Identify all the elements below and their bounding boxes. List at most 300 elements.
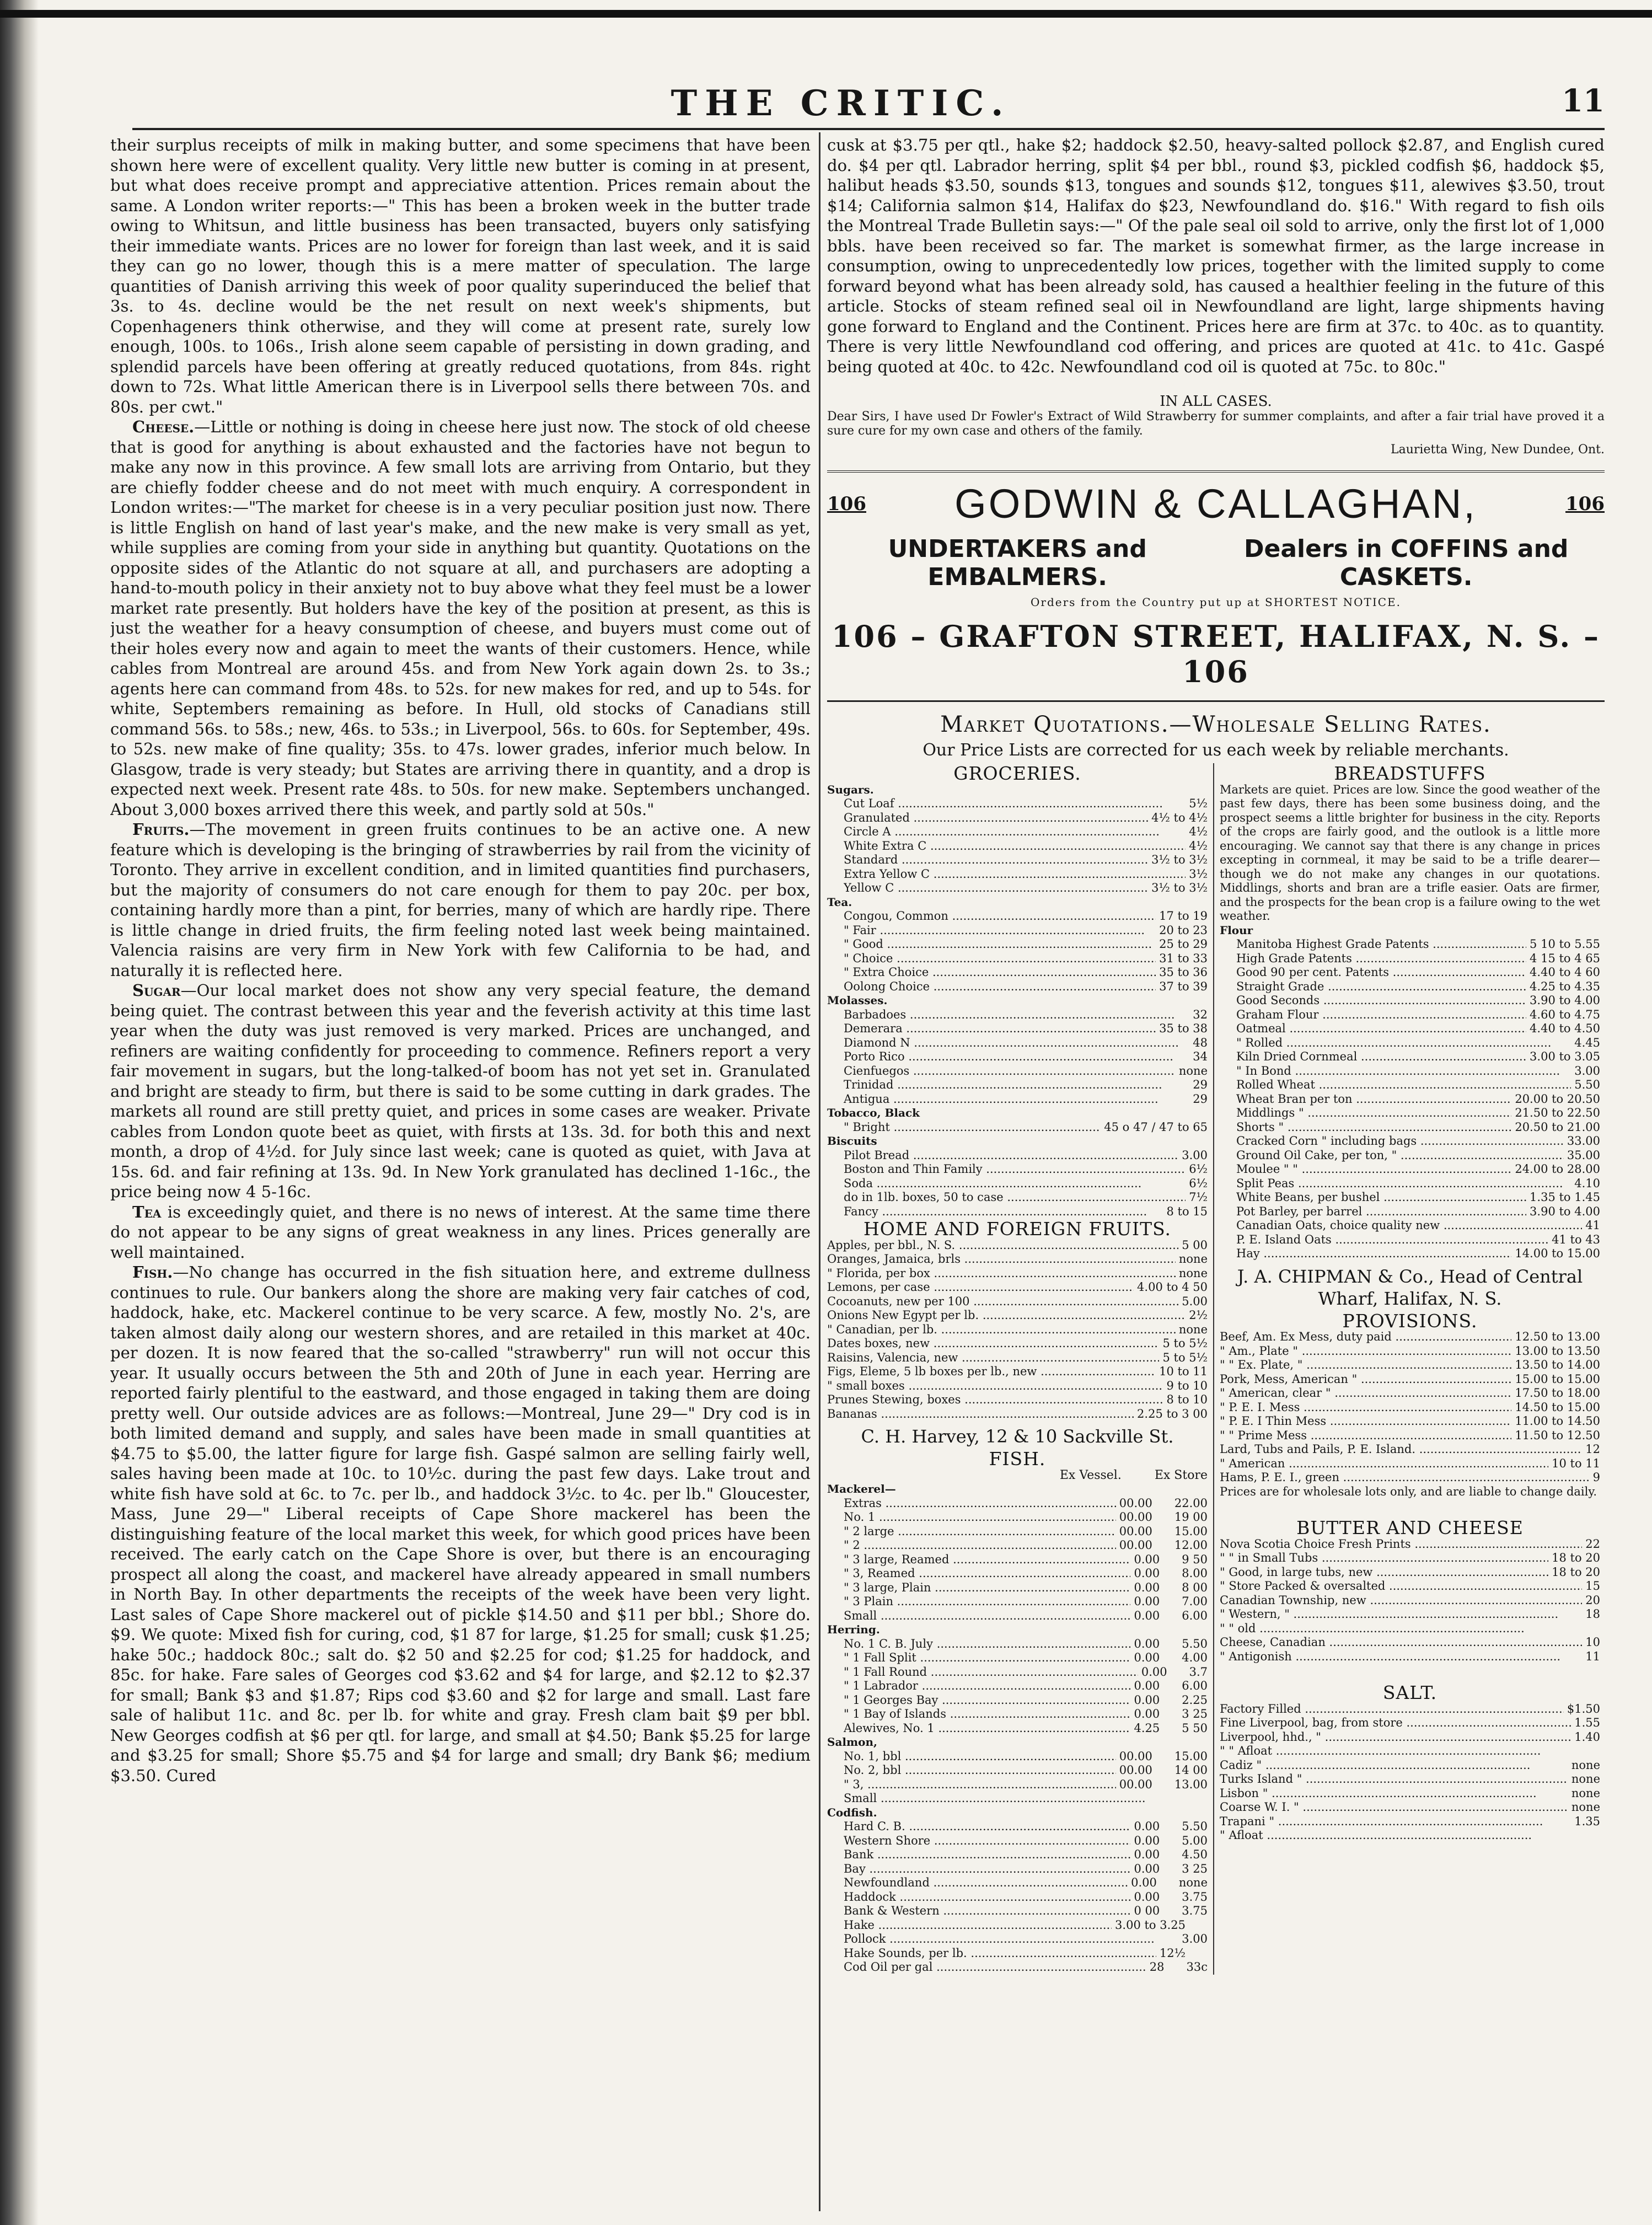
price-value: 37 to 39 xyxy=(1159,979,1208,993)
price-label: Fine Liverpool, bag, from store ..... xyxy=(1220,1716,1571,1730)
fish-values xyxy=(1130,1609,1208,1623)
fish-store-price: 4.00 xyxy=(1182,1651,1208,1664)
price-value: none xyxy=(1178,1266,1208,1280)
price-value: 15.00 to 15.00 xyxy=(1515,1372,1600,1386)
price-value: 3.90 to 4.00 xyxy=(1530,1204,1600,1218)
price-value: 10 xyxy=(1585,1636,1600,1649)
price-value: 12 xyxy=(1585,1443,1600,1456)
price-value xyxy=(1597,1622,1600,1636)
fish-label: " 1 Fall Split ..... xyxy=(844,1651,1130,1665)
fish-values xyxy=(1130,1651,1208,1665)
fish-row xyxy=(827,1651,1208,1665)
price-row xyxy=(827,1008,1208,1022)
breadstuffs-title: BREADSTUFFS xyxy=(1334,763,1486,784)
column-divider xyxy=(819,132,820,2211)
fish-column-heads xyxy=(827,1468,1208,1483)
price-row xyxy=(827,1120,1208,1135)
fish-label: " 3, ..... xyxy=(844,1778,1116,1792)
fish-values xyxy=(1156,1947,1208,1961)
price-label: Factory Filled ..... xyxy=(1220,1702,1564,1717)
price-value: 31 to 33 xyxy=(1159,951,1208,965)
fish-store-price: 3.00 xyxy=(1182,1932,1208,1945)
fish-row xyxy=(827,1918,1208,1933)
price-value: 3.90 to 4.00 xyxy=(1530,994,1600,1007)
price-label: Ground Oil Cake, per ton, " ..... xyxy=(1236,1149,1564,1163)
price-tables xyxy=(827,763,1605,1975)
price-row xyxy=(827,1050,1208,1064)
price-row xyxy=(827,1205,1208,1219)
price-value: 4.40 to 4 60 xyxy=(1530,966,1600,979)
price-label: Graham Flour ..... xyxy=(1236,1008,1526,1022)
price-label: Cracked Corn " including bags ..... xyxy=(1236,1134,1564,1149)
fish-store-price: none xyxy=(1178,1876,1208,1889)
fish-label: No. 1, bbl ..... xyxy=(844,1750,1116,1764)
paragraph-text: is exceedingly quiet, and there is no news of interest. At the same time there do not appear to be any signs of great weakness in any lines. Prices generally are well maintained. xyxy=(110,1202,811,1262)
price-label: Raisins, Valencia, new ..... xyxy=(827,1351,1159,1365)
price-row xyxy=(827,881,1208,896)
fish-store-price: 8.00 xyxy=(1182,1567,1208,1580)
grocery-category: Molasses. xyxy=(827,994,888,1007)
fish-store-price: 15.00 xyxy=(1174,1524,1208,1538)
testimonial-heading: IN ALL CASES. xyxy=(1160,393,1272,410)
paragraph-fruits xyxy=(110,819,811,980)
fish-store-price: 15.00 xyxy=(1174,1749,1208,1763)
price-label: Cut Loaf ..... xyxy=(844,797,1163,811)
provisions-title: PROVISIONS. xyxy=(1342,1310,1478,1332)
price-label: Shorts " ..... xyxy=(1236,1120,1511,1135)
fish-label: Alewives, No. 1 ..... xyxy=(844,1722,1130,1736)
paragraph-sugar xyxy=(110,980,811,1202)
price-label: Onions New Egypt per lb. ..... xyxy=(827,1309,1186,1323)
price-row xyxy=(1220,1372,1600,1387)
price-value: 24.00 to 28.00 xyxy=(1515,1162,1600,1176)
fruits-title: HOME AND FOREIGN FRUITS. xyxy=(863,1218,1172,1240)
price-value: 45 o 47 / 47 to 65 xyxy=(1104,1120,1208,1134)
price-value: 4½ xyxy=(1189,839,1208,853)
price-row xyxy=(827,1365,1208,1379)
price-value: 5½ xyxy=(1189,797,1208,810)
price-value: 20.50 to 21.00 xyxy=(1515,1120,1600,1134)
price-value: 29 xyxy=(1193,1078,1208,1091)
price-label: Yellow C ..... xyxy=(844,881,1148,896)
price-value: 11 xyxy=(1585,1649,1600,1663)
paragraph-fish xyxy=(110,1262,811,1786)
fish-values xyxy=(1116,1750,1208,1764)
fish-vessel-price: 3.00 to 3.25 xyxy=(1115,1918,1186,1932)
fish-store-price: 9 50 xyxy=(1182,1552,1208,1566)
price-value: 20.00 to 20.50 xyxy=(1515,1092,1600,1106)
price-row xyxy=(1220,1429,1600,1443)
fish-store-price: 7.00 xyxy=(1182,1595,1208,1608)
fish-label: No. 1 C. B. July ..... xyxy=(844,1637,1130,1652)
fish-values xyxy=(1116,1763,1208,1778)
fish-title: FISH. xyxy=(989,1448,1046,1470)
fish-row xyxy=(827,1722,1208,1736)
fish-values xyxy=(1138,1665,1208,1680)
fish-values xyxy=(1130,1707,1208,1722)
fish-values xyxy=(1130,1834,1208,1848)
fish-vessel-price: 0.00 xyxy=(1134,1693,1160,1707)
fish-label: " 1 Bay of Islands ..... xyxy=(844,1707,1130,1722)
price-row xyxy=(1220,1744,1600,1758)
price-row xyxy=(1220,1800,1600,1815)
price-value: 18 to 20 xyxy=(1552,1551,1600,1564)
price-label: " Fair ..... xyxy=(844,924,1145,938)
fish-vessel-price: 0.00 xyxy=(1134,1552,1160,1566)
price-value: 1.35 to 1.45 xyxy=(1530,1191,1600,1204)
price-value: 8 to 10 xyxy=(1166,1393,1208,1406)
price-value: 41 to 43 xyxy=(1552,1232,1600,1246)
price-row xyxy=(827,980,1208,994)
fish-vessel-price: 00.00 xyxy=(1119,1538,1152,1552)
fish-row xyxy=(827,1553,1208,1567)
fish-row xyxy=(827,1581,1208,1595)
breadstuffs-list xyxy=(1220,937,1600,1261)
fish-store-price: 6.00 xyxy=(1182,1609,1208,1622)
grocery-category: Biscuits xyxy=(827,1134,877,1148)
price-value: none xyxy=(1571,1758,1600,1772)
price-label: Hay ..... xyxy=(1236,1247,1511,1261)
price-label: " Afloat ..... xyxy=(1220,1829,1532,1843)
fish-values xyxy=(1116,1525,1208,1539)
market-subtitle: Our Price Lists are corrected for us each week by reliable merchants. xyxy=(922,741,1509,760)
price-label: White Beans, per bushel ..... xyxy=(1236,1191,1526,1205)
price-value: 13.50 to 14.00 xyxy=(1515,1358,1600,1371)
paragraph-lead: Sugar xyxy=(132,981,181,1000)
price-label: Cheese, Canadian ..... xyxy=(1220,1636,1582,1650)
price-row xyxy=(1220,1205,1600,1219)
price-label: " Canadian, per lb. ..... xyxy=(827,1323,1176,1337)
price-value: 4.40 to 4.50 xyxy=(1530,1022,1600,1035)
price-row xyxy=(827,811,1208,825)
fish-label: Western Shore ..... xyxy=(844,1834,1130,1848)
page-number: 11 xyxy=(1562,83,1605,119)
price-label: " Am., Plate " ..... xyxy=(1220,1344,1511,1359)
fish-row xyxy=(827,1497,1208,1511)
market-title: Market Quotations.—Wholesale Selling Rates. xyxy=(940,712,1492,737)
fish-row xyxy=(827,1567,1208,1581)
price-label: " " in Small Tubs ..... xyxy=(1220,1551,1548,1565)
price-row xyxy=(827,1337,1208,1351)
fish-store-price: 3 25 xyxy=(1182,1707,1208,1720)
testimonial-body: Dear Sirs, I have used Dr Fowler's Extract of Wild Strawberry for summer complaints, and after a fair trial have proved it a sure cure for my own case and others of the family. xyxy=(827,410,1605,438)
fish-label: Extras ..... xyxy=(844,1497,1116,1511)
fish-label: Haddock ..... xyxy=(844,1890,1130,1905)
fish-vessel-price: 00.00 xyxy=(1119,1749,1152,1763)
price-label: " Bright ..... xyxy=(844,1120,1101,1135)
fish-store-price: 5.50 xyxy=(1182,1637,1208,1650)
price-label: " Western, " ..... xyxy=(1220,1607,1558,1622)
price-value: 17.50 to 18.00 xyxy=(1515,1386,1600,1400)
price-label: Boston and Thin Family ..... xyxy=(844,1162,1186,1177)
fish-vessel-price: 0.00 xyxy=(1134,1890,1160,1904)
paragraph-lead: Cheese. xyxy=(132,417,195,436)
fish-values xyxy=(1130,1890,1208,1905)
fish-category: Mackerel— xyxy=(827,1482,896,1495)
price-label: Trapani " ..... xyxy=(1220,1815,1543,1829)
breadstuffs-note: Markets are quiet. Prices are low. Since the good weather of the past few days, there has been some business doing, and the prospect seems a little brighter for business in the city. Reports of the crops are fairly good, and the outlook is a little more encouraging. We cannot say that there is any change in prices excepting in cornmeal, it may be said to be a trifle dearer—though we do not make any changes in our quotations. Middlings, shorts and bran are a trifle easier. Oats are firmer, and the prospects for the bean crop is a failure owing to the wet weather. xyxy=(1220,782,1600,923)
price-label: " " Prime Mess ..... xyxy=(1220,1429,1511,1443)
price-row xyxy=(1220,1134,1600,1149)
price-row xyxy=(1220,1815,1600,1829)
price-value: 15 xyxy=(1585,1579,1600,1593)
price-label: " Rolled ..... xyxy=(1236,1036,1551,1050)
price-label: Bananas ..... xyxy=(827,1407,1134,1422)
fish-label: " 1 Fall Round ..... xyxy=(844,1665,1138,1680)
right-column xyxy=(827,135,1605,2208)
price-label: Canadian Township, new ..... xyxy=(1220,1594,1582,1608)
price-value: 3½ xyxy=(1189,867,1208,881)
fish-vessel-price: 00.00 xyxy=(1119,1496,1152,1510)
price-value: 9 xyxy=(1592,1471,1600,1484)
fish-label: " 3 large, Plain ..... xyxy=(844,1581,1130,1595)
price-value: 5 to 5½ xyxy=(1162,1337,1208,1350)
price-value: 35 to 38 xyxy=(1159,1022,1208,1035)
fish-list xyxy=(827,1482,1208,1975)
price-label: Dates boxes, new ..... xyxy=(827,1337,1159,1351)
fish-label: Pollock ..... xyxy=(844,1932,1155,1947)
price-value: 32 xyxy=(1193,1007,1208,1021)
fish-label: Bay ..... xyxy=(844,1862,1130,1876)
price-row xyxy=(827,1239,1208,1253)
grocery-category: Tobacco, Black xyxy=(827,1106,920,1119)
fish-label: Hake Sounds, per lb. ..... xyxy=(844,1947,1156,1961)
price-value: 34 xyxy=(1193,1050,1208,1063)
price-row xyxy=(1220,1594,1600,1608)
price-value: 4.25 to 4.35 xyxy=(1530,979,1600,993)
fish-row xyxy=(827,1932,1208,1947)
price-value: 4 15 to 4 65 xyxy=(1530,951,1600,965)
price-value: 14.00 to 15.00 xyxy=(1515,1247,1600,1260)
fish-label: No. 1 ..... xyxy=(844,1510,1116,1525)
fish-label: Hard C. B. ..... xyxy=(844,1820,1130,1834)
price-label: Oranges, Jamaica, brls ..... xyxy=(827,1252,1176,1267)
fish-vessel-price: 0.00 xyxy=(1141,1665,1167,1679)
fish-vessel-price: 0.00 xyxy=(1134,1637,1160,1650)
fish-vessel-price: 0.00 xyxy=(1134,1833,1160,1847)
fish-values xyxy=(1130,1679,1208,1693)
price-value: 1.40 xyxy=(1574,1730,1600,1744)
price-row xyxy=(1220,1607,1600,1622)
price-label: " small boxes ..... xyxy=(827,1379,1163,1393)
price-label: " " old ..... xyxy=(1220,1622,1525,1636)
provisions-list xyxy=(1220,1330,1600,1485)
price-row xyxy=(827,867,1208,882)
price-label: Pork, Mess, American " ..... xyxy=(1220,1372,1511,1387)
price-value: 2.25 to 3 00 xyxy=(1137,1407,1208,1420)
price-value: 11.50 to 12.50 xyxy=(1515,1428,1600,1442)
price-row xyxy=(1220,1247,1600,1261)
price-label: " Extra Choice ..... xyxy=(844,966,1156,980)
price-value: 4½ xyxy=(1189,825,1208,838)
fish-label: " 3 Plain ..... xyxy=(844,1595,1130,1609)
price-value xyxy=(1597,1829,1600,1843)
fish-label: " 3 large, Reamed ..... xyxy=(844,1553,1130,1567)
price-value: 5 10 to 5.55 xyxy=(1530,937,1600,951)
fish-vessel-price: 0.00 xyxy=(1131,1876,1157,1889)
price-value: 6½ xyxy=(1189,1176,1208,1190)
fish-values xyxy=(1116,1538,1208,1553)
price-label: Soda ..... xyxy=(844,1177,1141,1191)
price-label: Cienfuegos ..... xyxy=(844,1064,1176,1079)
testimonial xyxy=(827,393,1605,458)
price-row xyxy=(827,797,1208,811)
price-value: 10 to 11 xyxy=(1159,1365,1208,1378)
price-row xyxy=(1220,1457,1600,1471)
price-row xyxy=(1220,1787,1600,1801)
fish-label: " 2 large ..... xyxy=(844,1525,1116,1539)
scan-edge xyxy=(0,0,39,2225)
price-row xyxy=(1220,1471,1600,1485)
price-label: Circle A ..... xyxy=(844,825,1160,839)
price-value: $1.50 xyxy=(1567,1702,1600,1715)
price-row xyxy=(1220,1078,1600,1092)
price-label: Prunes Stewing, boxes ..... xyxy=(827,1393,1163,1407)
price-label: White Extra C ..... xyxy=(844,839,1186,854)
price-label: Liverpool, hhd., " ..... xyxy=(1220,1730,1571,1745)
address-number: 106 xyxy=(1182,654,1249,689)
advert-name: GODWIN & CALLAGHAN, xyxy=(954,481,1477,527)
price-value: 6½ xyxy=(1189,1162,1208,1176)
price-row xyxy=(1220,1036,1600,1050)
price-value: 3.00 to 3.05 xyxy=(1530,1050,1600,1063)
price-label: " Good, in large tubs, new ..... xyxy=(1220,1565,1548,1580)
paragraph-butter xyxy=(110,135,811,417)
advert-address: 106 – GRAFTON STREET, HALIFAX, N. S. – 106 xyxy=(827,619,1605,702)
fish-row xyxy=(827,1679,1208,1693)
fish-values xyxy=(1130,1637,1208,1652)
fish-vessel-price: 0.00 xyxy=(1134,1580,1160,1594)
price-label: Canadian Oats, choice quality new ..... xyxy=(1236,1219,1582,1233)
fish-label: Bank ..... xyxy=(844,1848,1130,1862)
groceries-title: GROCERIES. xyxy=(953,763,1081,784)
fish-vessel-price: 0.00 xyxy=(1134,1567,1160,1580)
price-row xyxy=(827,1407,1208,1422)
price-label: Lisbon " ..... xyxy=(1220,1787,1537,1801)
price-row xyxy=(827,1351,1208,1365)
fish-values xyxy=(1116,1778,1208,1792)
fish-vessel-price: 4.25 xyxy=(1134,1721,1160,1735)
fish-row xyxy=(827,1750,1208,1764)
price-row xyxy=(827,1022,1208,1036)
price-value: 3½ to 3½ xyxy=(1151,881,1208,894)
fish-values xyxy=(1130,1904,1208,1918)
paragraph-text: their surplus receipts of milk in making butter, and some specimens that have been shown here were of excellent quality. Very little new butter is coming in at present, but what does receive prompt and appreciative attention. Prices remain about the same. A London writer reports:—" This has been a broken week in the butter trade owing to Whitsun, and little business has been transacted, buyers only satisfying their immediate wants. Prices are no lower for foreign than last week, and it is said they can go no lower, though this is a mere matter of speculation. The large quantities of Danish arriving this week of poor quality superinduced the belief that 3s. to 4s. decline would be the net result on next week's shipments, but Copenhageners think otherwise, and they will come at present rate, surely low enough, 100s. to 106s., Irish alone seem capable of persisting in down grading, and splendid parcels have been offering at greatly reduced quotations, from 84s. right down to 72s. What little American there is in Liverpool sells there between 70s. and 80s. per cwt." xyxy=(110,136,811,416)
price-row xyxy=(827,966,1208,980)
price-row xyxy=(1220,1344,1600,1359)
price-label: Pilot Bread ..... xyxy=(844,1149,1178,1163)
price-row xyxy=(827,1323,1208,1337)
fish-values xyxy=(1130,1722,1208,1736)
fish-label: " 2 ..... xyxy=(844,1538,1116,1553)
price-label: Lemons, per case ..... xyxy=(827,1280,1134,1295)
fish-vessel-price: 0.00 xyxy=(1134,1862,1160,1875)
price-row xyxy=(1220,994,1600,1008)
fish-col-vessel: Ex Vessel. xyxy=(1059,1468,1122,1482)
market-quotations-header xyxy=(827,712,1605,760)
paragraph-lead: Tea xyxy=(132,1202,162,1221)
fish-label: Hake ..... xyxy=(844,1918,1112,1933)
price-label: P. E. Island Oats ..... xyxy=(1236,1233,1548,1247)
fish-label: Cod Oil per gal ..... xyxy=(844,1960,1146,1975)
price-value: 29 xyxy=(1193,1092,1208,1106)
fish-row xyxy=(827,1834,1208,1848)
price-row xyxy=(1220,1401,1600,1415)
fish-values xyxy=(1130,1581,1208,1595)
price-row xyxy=(1220,1537,1600,1552)
price-label: Moulee " " ..... xyxy=(1236,1162,1511,1177)
provisions-note: Prices are for wholesale lots only, and are liable to change daily. xyxy=(1220,1484,1597,1498)
fish-vessel-price: 00.00 xyxy=(1119,1777,1152,1791)
price-value: 12.50 to 13.00 xyxy=(1515,1330,1600,1343)
paragraph-tea xyxy=(110,1202,811,1263)
price-row xyxy=(1220,1579,1600,1594)
butter-title: BUTTER AND CHEESE xyxy=(1296,1517,1524,1538)
fish-values xyxy=(1130,1693,1208,1708)
salt-title: SALT. xyxy=(1382,1682,1438,1703)
price-label: Fancy ..... xyxy=(844,1205,1147,1219)
fish-row xyxy=(827,1665,1208,1680)
address-number: 106 xyxy=(831,619,899,654)
price-label: " In Bond ..... xyxy=(1236,1064,1560,1079)
price-label: Figs, Eleme, 5 lb boxes per lb., new ..... xyxy=(827,1365,1156,1379)
fish-store-price: 14 00 xyxy=(1174,1763,1208,1777)
fish-vessel-price: 28 xyxy=(1149,1960,1165,1974)
fish-row xyxy=(827,1848,1208,1862)
price-value: 13.00 to 13.50 xyxy=(1515,1344,1600,1358)
fish-store-price: 19 00 xyxy=(1174,1510,1208,1524)
price-value: none xyxy=(1178,1064,1208,1077)
paragraph-text: —The movement in green fruits continues to be an active one. A new feature which is developing is the bringing of strawberries by rail from the vicinity of Toronto. They arrive in excellent condition, and in limited quantities find purchasers, but the majority of consumers do not care enough for them to pay 20c. per box, containing hardly more than a pint, for berries, many of which are hardly ripe. There is little change in dried fruits, the firm feeling noted last week being maintained. Valencia raisins are very firm in New York with few California to be had, and naturally it is reflected here. xyxy=(110,820,811,980)
fish-category: Salmon, xyxy=(827,1735,878,1749)
fish-vessel-price: 0.00 xyxy=(1134,1679,1160,1692)
price-value: 9 to 10 xyxy=(1166,1379,1208,1392)
price-row xyxy=(827,1252,1208,1267)
price-label: " Florida, per box ..... xyxy=(827,1267,1176,1281)
price-row xyxy=(1220,1106,1600,1120)
price-label: Turks Island " ..... xyxy=(1220,1772,1568,1787)
fish-row xyxy=(827,1890,1208,1905)
price-label: Hams, P. E. I., green ..... xyxy=(1220,1471,1590,1485)
price-label: Oatmeal ..... xyxy=(1236,1022,1526,1036)
fish-oil-continuation xyxy=(827,135,1605,377)
fish-label: Small ..... xyxy=(844,1792,1146,1806)
fish-values xyxy=(1130,1553,1208,1567)
flour-category: Flour xyxy=(1220,923,1253,937)
price-row xyxy=(827,1177,1208,1191)
price-row xyxy=(1220,980,1600,994)
fish-values xyxy=(1156,1932,1208,1947)
price-label: Diamond N ..... xyxy=(844,1036,1179,1050)
price-value: none xyxy=(1178,1252,1208,1266)
header-rule xyxy=(132,128,1605,130)
price-value: 5 00 xyxy=(1182,1238,1208,1252)
price-value: 3.00 xyxy=(1182,1148,1208,1162)
price-label: Cocoanuts, new per 100 ..... xyxy=(827,1295,1178,1309)
price-label: " P. E. I. Mess ..... xyxy=(1220,1401,1511,1415)
price-label: " P. E. I Thin Mess ..... xyxy=(1220,1414,1511,1429)
price-label: Extra Yellow C ..... xyxy=(844,867,1186,882)
price-row xyxy=(827,1379,1208,1393)
fish-category: Herring. xyxy=(827,1623,880,1636)
price-value: 33.00 xyxy=(1567,1134,1600,1148)
paragraph-text: —Little or nothing is doing in cheese here just now. The stock of old cheese that is good for anything is about exhausted and the factories have not begun to make any now in this province. A few small lots are arriving from Ontario, but they are chiefly fodder cheese and do not meet with much enquiry. A correspondent in London writes:—"The market for cheese is in a very peculiar position just now. There is little English on hand of last year's make, and the new make is very small as yet, while supplies are coming from your side in anything but quantity. Quotations on the opposite sides of the Atlantic do not square at all, and purchasers are adopting a hand-to-mouth policy in their anxiety not to buy above what they feel must be a lower market rate presently. But holders have the key of the position at present, as this is just the weather for a heavy consumption of cheese, and buyers must come out of their holes every now and again to meet the wants of their customers. Hence, while cables from Montreal are around 45s. and from New York again down 2s. to 3s.; agents here can command from 48s. to 52s. for new makes for red, and up to 54s. for white, Septembers remaining as before. In Hull, old stocks of Canadians still command 56s. to 58s.; new, 46s. to 53s.; in Liverpool, 56s. to 60s. for September, 49s. to 52s. new make of fine quality; 35s. to 47s. lower grades, inferior much below. In Glasgow, trade is very steady; but States are arriving there in quantity, and a drop is expected next week. Present rate 48s. to 50s. for new make. Septembers unchanged. About 3,000 boxes arrived there this week, and partly sold at 50s." xyxy=(110,417,811,819)
grocery-category: Sugars. xyxy=(827,782,874,796)
fish-values xyxy=(1112,1918,1208,1933)
price-row xyxy=(827,1267,1208,1281)
price-row xyxy=(827,1280,1208,1295)
price-value: 8 to 15 xyxy=(1166,1204,1208,1218)
